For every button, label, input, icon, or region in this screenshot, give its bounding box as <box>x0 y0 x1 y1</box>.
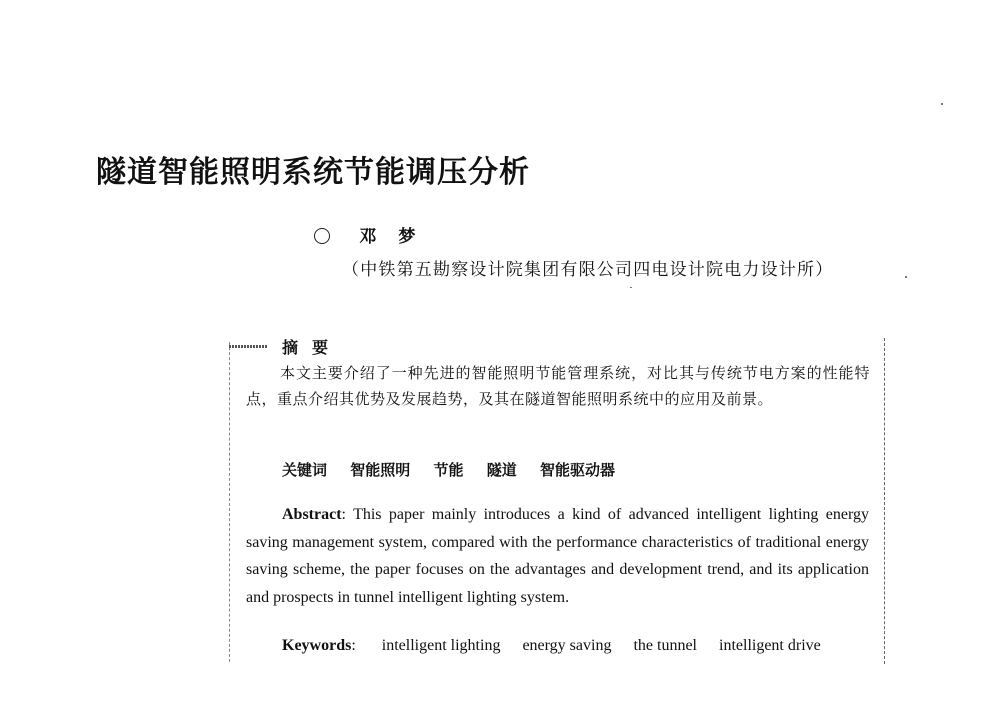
abstract-heading: 摘要 <box>282 338 343 357</box>
english-keywords-label: Keywords <box>282 637 352 654</box>
english-abstract-label: Abstract <box>282 506 342 523</box>
author-affiliation: （中铁第五勘察设计院集团有限公司四电设计院电力设计所） <box>342 260 834 280</box>
chinese-keywords <box>282 459 633 480</box>
english-abstract <box>246 501 869 611</box>
paper-title: 隧道智能照明系统节能调压分析 <box>96 155 530 190</box>
left-border-rule <box>229 342 231 662</box>
english-abstract-separator: : <box>341 506 354 523</box>
right-border-rule <box>884 338 886 664</box>
author-circle-icon <box>314 228 330 244</box>
english-abstract-body: This paper mainly introduces a kind of advanced intelligent lighting energy saving management system, compared with the performance characteristics of traditional energy saving scheme, the paper focuses on the advantages and development trend, and its application and prospects in tunnel intelligent lighting system. <box>246 506 869 606</box>
english-keywords-separator: : <box>351 637 360 654</box>
abstract-heading-rule <box>229 345 267 348</box>
chinese-keyword: 隧道 <box>486 461 517 479</box>
english-keyword: intelligent lighting <box>381 637 501 654</box>
scan-speck <box>941 103 943 105</box>
english-keyword: energy saving <box>522 637 612 654</box>
chinese-keyword: 智能照明 <box>350 461 411 479</box>
english-keyword: the tunnel <box>633 637 697 654</box>
chinese-abstract: 本文主要介绍了一种先进的智能照明节能管理系统，对比其与传统节电方案的性能特点，重点介绍其优势及发展趋势，及其在隧道智能照明系统中的应用及前景。 <box>246 364 870 408</box>
scan-speck <box>630 287 632 288</box>
english-keyword: intelligent drive <box>719 637 821 654</box>
chinese-keywords-label: 关键词 <box>282 461 328 479</box>
chinese-keyword: 节能 <box>433 461 464 479</box>
author-name: 邓梦 <box>359 227 438 247</box>
scan-speck <box>905 276 907 278</box>
english-keywords <box>282 637 821 655</box>
author-line <box>314 222 437 247</box>
chinese-keyword: 智能驱动器 <box>540 461 616 479</box>
